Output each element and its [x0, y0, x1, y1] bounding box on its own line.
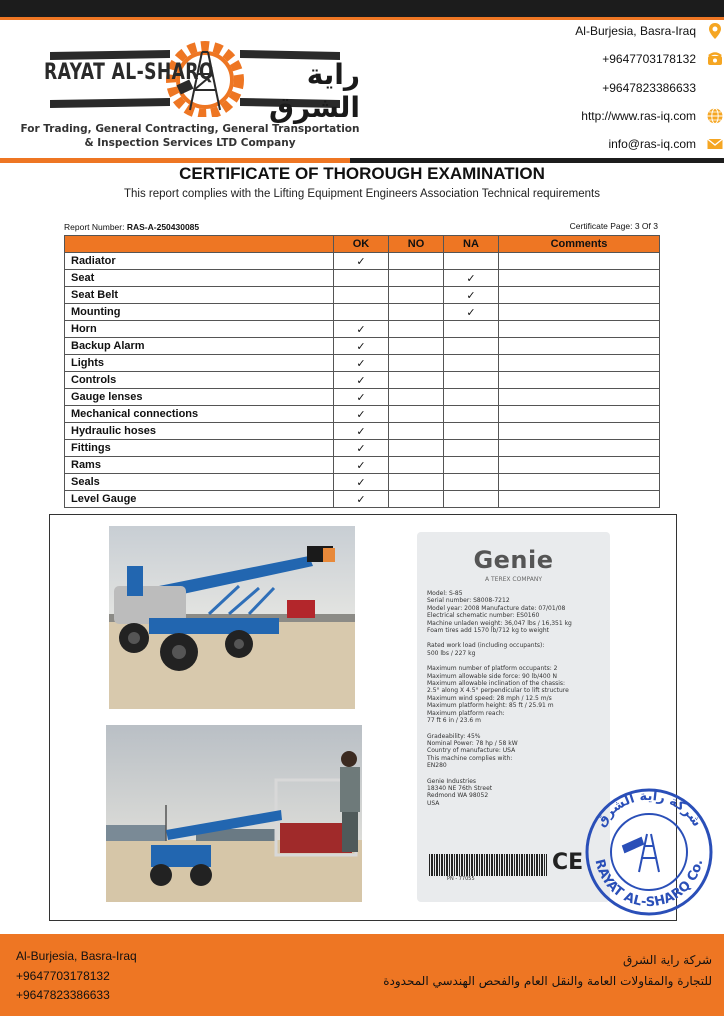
cell-no	[389, 304, 444, 321]
footer-phone-2[interactable]: +9647823386633	[16, 988, 110, 1002]
cell-comments	[499, 287, 660, 304]
contact-email[interactable]: info@ras-iq.com	[608, 135, 724, 153]
check-mark-icon: ✓	[356, 476, 366, 489]
nameplate-line: 2.5° along X 4.5° perpendicular to lift structure	[427, 687, 569, 695]
row-item-label: Hydraulic hoses	[65, 423, 334, 440]
table-row	[65, 304, 660, 321]
barcode	[429, 854, 547, 876]
cell-ok	[334, 423, 389, 440]
company-logo	[40, 22, 360, 124]
cell-ok	[334, 372, 389, 389]
top-dark-bar	[0, 0, 724, 17]
footer-contacts	[16, 947, 137, 1006]
stamp-arabic: شركة راية الشرق	[593, 788, 705, 830]
nameplate-line: Gradeability: 45%	[427, 732, 481, 740]
row-item-label: Seat	[65, 270, 334, 287]
cell-comments	[499, 372, 660, 389]
header-comments: Comments	[499, 236, 660, 253]
part-number: PN - 77055	[447, 876, 475, 882]
cell-ok	[334, 491, 389, 508]
nameplate-line: Model: S-85	[427, 590, 463, 597]
cell-na	[444, 338, 499, 355]
nameplate-line: Maximum platform reach:	[427, 709, 505, 717]
contact-address: Al-Burjesia, Basra-Iraq	[575, 22, 724, 40]
nameplate-line: 500 lbs / 227 kg	[427, 649, 476, 657]
cell-no	[389, 491, 444, 508]
company-stamp	[583, 786, 715, 918]
check-mark-icon: ✓	[466, 272, 476, 285]
table-row	[65, 389, 660, 406]
company-tagline: For Trading, General Contracting, General Transportation & Inspection Services LTD Company	[20, 123, 360, 149]
footer-phone-1[interactable]: +9647703178132	[16, 968, 110, 983]
cell-comments	[499, 491, 660, 508]
nameplate-line: 77 ft 6 in / 23.6 m	[427, 717, 481, 725]
header-rule-orange	[0, 158, 350, 163]
nameplate-line: 18340 NE 76th Street	[427, 784, 493, 792]
stamp-seal	[583, 786, 715, 918]
top-accent-line	[0, 17, 724, 20]
contact-phone-2[interactable]: +9647823386633	[602, 79, 724, 97]
globe-icon	[706, 107, 724, 125]
genie-nameplate	[417, 532, 610, 902]
stamp-english: RAYAT AL-SHARQ Co.	[591, 857, 707, 911]
check-mark-icon: ✓	[356, 255, 366, 268]
cell-comments	[499, 440, 660, 457]
table-row	[65, 355, 660, 372]
cell-na	[444, 372, 499, 389]
check-mark-icon: ✓	[466, 306, 476, 319]
table-body	[65, 253, 660, 508]
cell-comments	[499, 270, 660, 287]
genie-sub: A TEREX COMPANY	[484, 576, 543, 583]
cell-comments	[499, 457, 660, 474]
check-mark-icon: ✓	[356, 425, 366, 438]
contact-phone-1[interactable]: +9647703178132	[602, 50, 724, 68]
cell-ok	[334, 338, 389, 355]
location-pin-icon	[706, 22, 724, 40]
cell-no	[389, 270, 444, 287]
cell-ok	[334, 304, 389, 321]
certificate-page: Certificate Page: 3 Of 3	[569, 221, 658, 231]
header-rule-dark	[350, 158, 724, 163]
cell-ok	[334, 474, 389, 491]
table-row	[65, 338, 660, 355]
company-name-english: RAYAT AL-SHARQ	[44, 60, 214, 85]
check-mark-icon: ✓	[356, 408, 366, 421]
check-mark-icon: ✓	[356, 374, 366, 387]
cell-na	[444, 440, 499, 457]
photo-boom-lift-1	[109, 526, 355, 709]
nameplate-line: This machine complies with:	[427, 754, 513, 762]
table-row	[65, 440, 660, 457]
header-item	[65, 236, 334, 253]
cell-no	[389, 406, 444, 423]
cell-na	[444, 457, 499, 474]
table-row	[65, 270, 660, 287]
cell-no	[389, 423, 444, 440]
cell-na	[444, 491, 499, 508]
cell-comments	[499, 406, 660, 423]
header-na: NA	[444, 236, 499, 253]
photo-boom-lift-2	[106, 725, 362, 902]
table-row	[65, 253, 660, 270]
cell-no	[389, 372, 444, 389]
cell-ok	[334, 321, 389, 338]
cell-ok	[334, 253, 389, 270]
company-name-arabic: راية الشرق	[268, 58, 360, 124]
inspection-table	[64, 235, 660, 508]
table-header-row	[65, 236, 660, 253]
genie-brand: Genie	[473, 546, 554, 574]
nameplate-line: Nominal Power: 78 hp / 58 kW	[427, 739, 518, 747]
boom-lift-illustration-1	[109, 526, 355, 709]
nameplate-line: Maximum allowable inclination of the chassis:	[427, 680, 566, 688]
cell-no	[389, 338, 444, 355]
footer-bottom-strip	[0, 1016, 724, 1024]
table-row	[65, 474, 660, 491]
cell-ok	[334, 457, 389, 474]
row-item-label: Seat Belt	[65, 287, 334, 304]
cell-no	[389, 457, 444, 474]
check-mark-icon: ✓	[356, 493, 366, 506]
svg-text:شركة راية الشرق	[594, 789, 705, 830]
nameplate-line: Electrical schematic number: ES0160	[427, 612, 540, 620]
nameplate-line: Foam tires add 1570 lb/712 kg to weight	[427, 627, 550, 635]
nameplate-specs	[427, 590, 605, 807]
cell-comments	[499, 304, 660, 321]
cell-na	[444, 287, 499, 304]
cell-ok	[334, 287, 389, 304]
row-item-label: Rams	[65, 457, 334, 474]
header-no: NO	[389, 236, 444, 253]
cell-no	[389, 321, 444, 338]
document-title: CERTIFICATE OF THOROUGH EXAMINATION	[179, 164, 545, 183]
nameplate-line: Rated work load (including occupants):	[427, 642, 545, 650]
row-item-label: Fittings	[65, 440, 334, 457]
row-item-label: Gauge lenses	[65, 389, 334, 406]
row-item-label: Level Gauge	[65, 491, 334, 508]
cell-na	[444, 474, 499, 491]
check-mark-icon: ✓	[356, 357, 366, 370]
cell-na	[444, 389, 499, 406]
boom-lift-illustration-2	[106, 725, 362, 902]
header-ok: OK	[334, 236, 389, 253]
cell-na	[444, 321, 499, 338]
footer-address: Al-Burjesia, Basra-Iraq	[16, 949, 137, 963]
check-mark-icon: ✓	[466, 289, 476, 302]
check-mark-icon: ✓	[356, 442, 366, 455]
table-row	[65, 423, 660, 440]
table-row	[65, 491, 660, 508]
cell-ok	[334, 440, 389, 457]
row-item-label: Backup Alarm	[65, 338, 334, 355]
nameplate-line: EN280	[427, 762, 447, 770]
row-item-label: Horn	[65, 321, 334, 338]
cell-na	[444, 355, 499, 372]
cell-ok	[334, 389, 389, 406]
envelope-icon	[706, 135, 724, 153]
nameplate-line: Country of manufacture: USA	[427, 747, 516, 755]
cell-no	[389, 474, 444, 491]
nameplate-line: Maximum platform height: 85 ft / 25.91 m	[427, 702, 554, 710]
contact-website[interactable]: http://www.ras-iq.com	[581, 107, 724, 125]
cell-comments	[499, 355, 660, 372]
cell-comments	[499, 338, 660, 355]
row-item-label: Mechanical connections	[65, 406, 334, 423]
cell-no	[389, 253, 444, 270]
footer-company-arabic: شركة راية الشرق للتجارة والمقاولات العامة والنقل العام والفحص الهندسي المحدودة	[383, 953, 712, 988]
blank-icon-slot	[706, 79, 724, 97]
table-row	[65, 372, 660, 389]
phone-icon	[706, 50, 724, 68]
cell-na	[444, 423, 499, 440]
table-row	[65, 457, 660, 474]
cell-comments	[499, 474, 660, 491]
cell-comments	[499, 423, 660, 440]
svg-text:RAYAT AL-SHARQ Co.	[592, 858, 707, 910]
cell-no	[389, 355, 444, 372]
cell-ok	[334, 406, 389, 423]
row-item-label: Radiator	[65, 253, 334, 270]
nameplate-line: Maximum allowable side force: 90 lb/400 N	[427, 672, 557, 680]
nameplate-line: Serial number: S8008-7212	[427, 597, 510, 605]
cell-comments	[499, 321, 660, 338]
check-mark-icon: ✓	[356, 323, 366, 336]
cell-no	[389, 440, 444, 457]
cell-na	[444, 270, 499, 287]
ce-mark: CE	[552, 850, 584, 875]
cell-na	[444, 253, 499, 270]
table-row	[65, 406, 660, 423]
table-row	[65, 321, 660, 338]
cell-no	[389, 287, 444, 304]
cell-na	[444, 304, 499, 321]
cell-comments	[499, 253, 660, 270]
nameplate-line: Redmond WA 98052	[427, 792, 489, 800]
cell-comments	[499, 389, 660, 406]
check-mark-icon: ✓	[356, 459, 366, 472]
row-item-label: Lights	[65, 355, 334, 372]
table-row	[65, 287, 660, 304]
nameplate-line: Machine unladen weight: 36,047 lbs / 16,351 kg	[427, 619, 572, 627]
cell-na	[444, 406, 499, 423]
nameplate-line: USA	[427, 799, 440, 807]
row-item-label: Controls	[65, 372, 334, 389]
nameplate-line: Maximum number of platform occupants: 2	[427, 665, 558, 673]
check-mark-icon: ✓	[356, 340, 366, 353]
cell-ok	[334, 270, 389, 287]
nameplate-line: Model year: 2008 Manufacture date: 07/01/08	[427, 604, 566, 612]
row-item-label: Seals	[65, 474, 334, 491]
document-subtitle: This report complies with the Lifting Equipment Engineers Association Technical requirements	[123, 188, 600, 200]
cell-no	[389, 389, 444, 406]
nameplate-line: Maximum wind speed: 28 mph / 12.5 m/s	[427, 694, 552, 702]
check-mark-icon: ✓	[356, 391, 366, 404]
report-number: Report Number: RAS-A-250430085	[64, 222, 200, 232]
nameplate-line: Genie Industries	[427, 777, 477, 785]
row-item-label: Mounting	[65, 304, 334, 321]
cell-ok	[334, 355, 389, 372]
